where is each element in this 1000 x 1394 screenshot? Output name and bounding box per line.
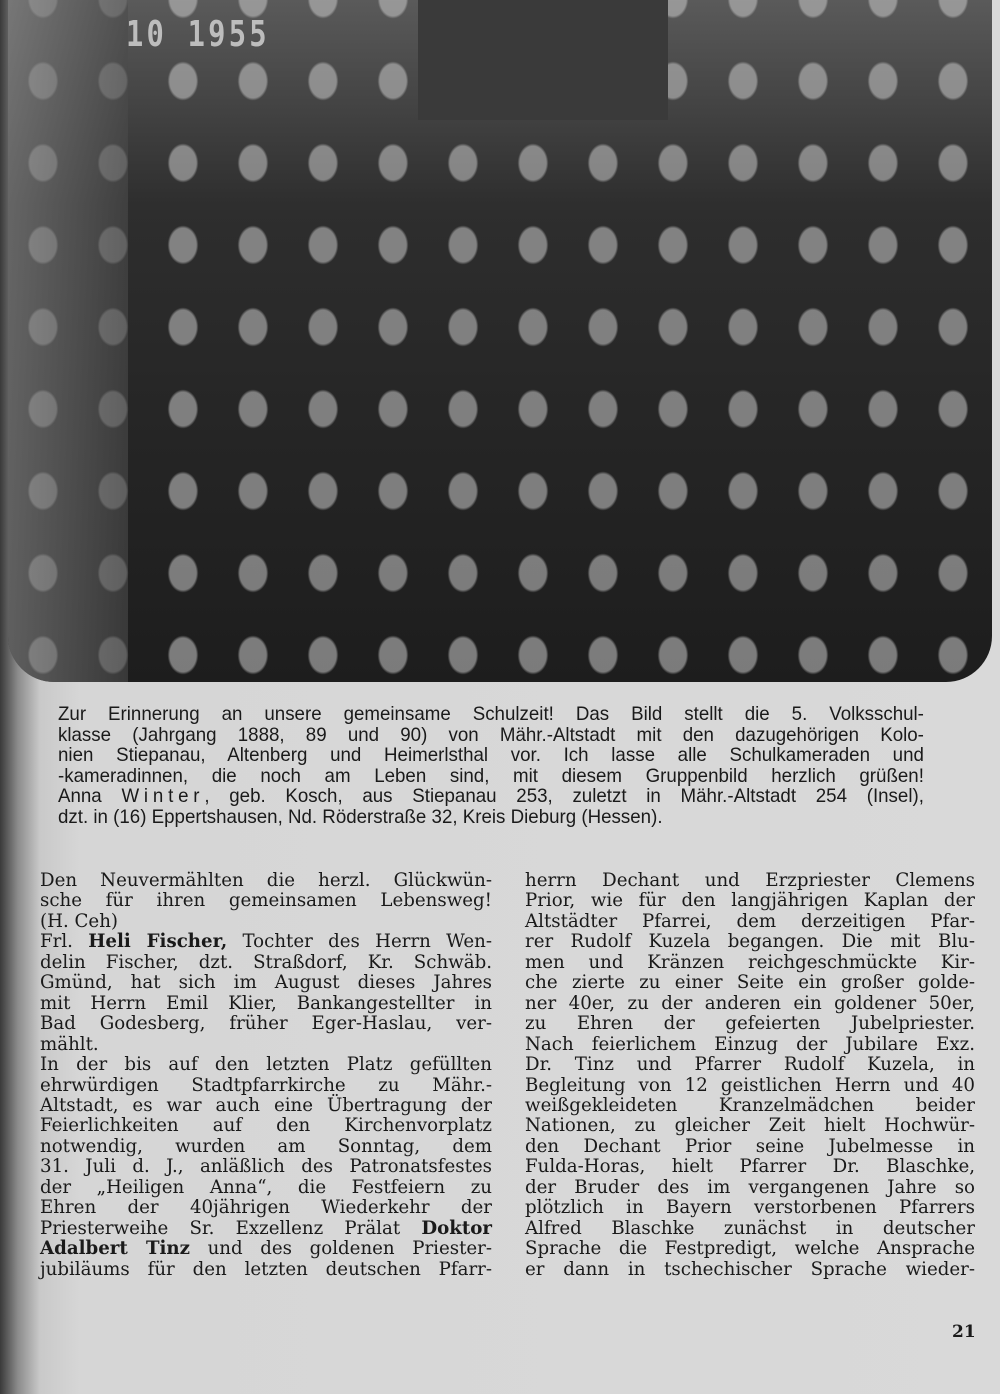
text-line: sche für ihren gemeinsamen Lebensweg! xyxy=(40,890,492,912)
text-line: Den Neuvermählten die herzl. Glückwün- xyxy=(40,870,492,891)
text-line xyxy=(40,1239,492,1259)
text-line: ner 40er, zu der anderen ein goldener 50er, xyxy=(525,992,975,1014)
text-segment: Tochter des Herrn Wen- xyxy=(227,931,492,953)
photo-building-wall xyxy=(8,0,128,682)
text-line xyxy=(40,932,492,952)
text-line: jubiläums für den letzten deutschen Pfarr- xyxy=(40,1258,492,1280)
text-line: delin Fischer, dzt. Straßdorf, Kr. Schwäb. xyxy=(40,951,492,973)
text-line: rer Rudolf Kuzela begangen. Die mit Blu- xyxy=(525,931,975,953)
article-left-column xyxy=(40,871,492,1280)
text-line: den Dechant Prior seine Jubelmesse in xyxy=(525,1135,975,1157)
bold-name: Heli Fischer, xyxy=(88,931,228,953)
text-line: Dr. Tinz und Pfarrer Rudolf Kuzela, in xyxy=(525,1054,975,1076)
text-line: Sprache die Festpredigt, welche Ansprache xyxy=(525,1238,975,1260)
text-line: mählt. xyxy=(40,1033,99,1055)
text-line: Alfred Blaschke zunächst in deutscher xyxy=(525,1217,975,1239)
text-segment: , geb. Kosch, aus Stiepanau 253, zuletzt in Mähr.-Altstadt 254 (Insel), xyxy=(204,785,924,808)
text-line: zu Ehren der gefeierten Jubelpriester. xyxy=(525,1013,975,1035)
text-line: Nach feierlichem Einzug der Jubilare Exz. xyxy=(525,1033,975,1055)
photo-caption xyxy=(58,704,960,828)
text-line: (H. Ceh) xyxy=(40,910,119,932)
text-line xyxy=(58,786,924,807)
text-line: mit Herrn Emil Klier, Bankangestellter in xyxy=(40,992,492,1014)
photo-inscription: 10 1955 xyxy=(126,14,270,55)
text-line: notwendig, wurden am Sonntag, dem xyxy=(40,1135,492,1157)
photo-doorway xyxy=(418,0,668,120)
text-line: herrn Dechant und Erzpriester Clemens xyxy=(525,870,975,891)
text-line: klasse (Jahrgang 1888, 89 und 90) von Mähr.-Altstadt mit den dazugehörigen Kolo- xyxy=(58,723,924,746)
class-group-photo xyxy=(8,0,992,682)
text-line: In der bis auf den letzten Platz gefüllten xyxy=(40,1054,492,1076)
text-line: weißgekleideten Kranzelmädchen beider xyxy=(525,1094,975,1116)
text-line: Altstadt, es war auch eine Übertragung der xyxy=(40,1094,492,1116)
text-line: che zierte zu einer Seite ein großer golde- xyxy=(525,972,975,994)
text-line: dzt. in (16) Eppertshausen, Nd. Röderstraße 32, Kreis Dieburg (Hessen). xyxy=(58,805,663,828)
text-line: Begleitung von 12 geistlichen Herrn und 40 xyxy=(525,1074,975,1096)
text-line: men und Kränzen reichgeschmückte Kir- xyxy=(525,951,975,973)
bold-name: Adalbert Tinz xyxy=(40,1238,190,1260)
page-number: 21 xyxy=(952,1322,976,1342)
text-line: Feierlichkeiten auf den Kirchenvorplatz xyxy=(40,1115,492,1137)
text-line: Nationen, zu gleicher Zeit hielt Hochwür- xyxy=(525,1115,975,1137)
text-line xyxy=(40,1219,492,1239)
bold-name: Doktor xyxy=(421,1217,492,1239)
text-line: -kameradinnen, die noch am Leben sind, mit diesem Gruppenbild herzlich grüßen! xyxy=(58,764,924,787)
text-line: er dann in tschechischer Sprache wieder- xyxy=(525,1258,975,1280)
text-segment: Frl. xyxy=(40,931,89,953)
text-line: Bad Godesberg, früher Eger-Haslau, ver- xyxy=(40,1013,492,1035)
text-segment: Anna xyxy=(58,785,122,808)
text-line: ehrwürdigen Stadtpfarrkirche zu Mähr.- xyxy=(40,1074,492,1096)
text-line: Prior, wie für den langjährigen Kaplan der xyxy=(525,890,975,912)
text-line: der Bruder des im vergangenen Jahre so xyxy=(525,1176,975,1198)
text-segment: und des goldenen Priester- xyxy=(189,1238,493,1260)
text-line: Zur Erinnerung an unsere gemeinsame Schulzeit! Das Bild stellt die 5. Volksschul- xyxy=(58,703,924,725)
text-line: der „Heiligen Anna“, die Festfeiern zu xyxy=(40,1176,492,1198)
article-right-column xyxy=(525,871,975,1280)
text-line: Altstädter Pfarrei, dem derzeitigen Pfar- xyxy=(525,910,975,932)
text-segment: Priesterweihe Sr. Exzellenz Prälat xyxy=(40,1217,422,1239)
text-line: Ehren der 40jährigen Wiederkehr der xyxy=(40,1197,492,1219)
spaced-name: Winter xyxy=(121,785,205,808)
text-line: plötzlich in Bayern verstorbenen Pfarrers xyxy=(525,1197,975,1219)
text-line: 31. Juli d. J., anläßlich des Patronatsfestes xyxy=(40,1156,492,1178)
text-line: nien Stiepanau, Altenberg und Heimerlsthal vor. Ich lasse alle Schulkameraden und xyxy=(58,744,924,767)
text-line: Fulda-Horas, hielt Pfarrer Dr. Blaschke, xyxy=(525,1156,975,1178)
text-line: Gmünd, hat sich im August dieses Jahres xyxy=(40,972,492,994)
